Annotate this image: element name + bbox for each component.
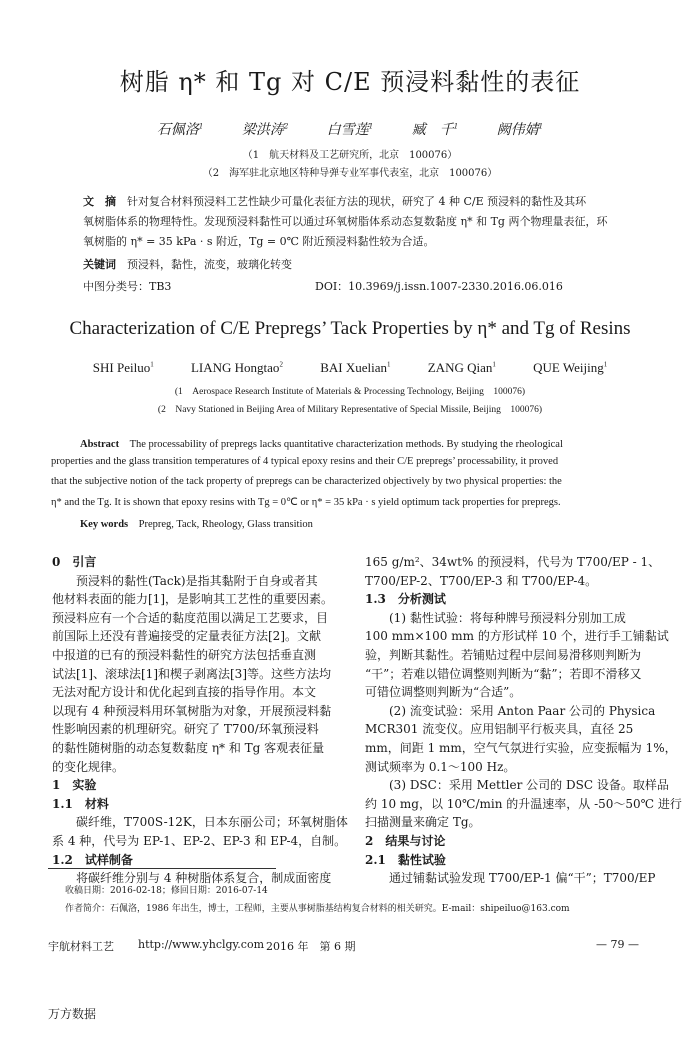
body-line: 他材料表面的能力[1]，是影响其工艺性的重要因素。 xyxy=(52,592,334,607)
title-en: Characterization of C/E Prepregs’ Tack Properties by η* and Tg of Resins xyxy=(69,318,631,339)
watermark: 万方数据 xyxy=(48,1007,97,1021)
abstract-en-line: Abstract The processability of prepregs lacks quantitative characterization methods. By studying the rheological xyxy=(80,439,563,450)
body-line: 预浸料应有一个合适的黏度范围以满足工艺要求，目 xyxy=(52,610,329,625)
body-line: 165 g/m²、34wt% 的预浸料，代号为 T700/EP - 1、 xyxy=(365,555,661,569)
abstract-cn-label: 文 摘 xyxy=(83,195,116,208)
body-line: 将碳纤维分别与 4 种树脂体系复合，制成面密度 xyxy=(52,871,332,886)
author-en: SHI Peiluo$^1$ xyxy=(92,360,154,375)
footnote-rule xyxy=(48,868,276,869)
abstract-cn-line: 文 摘 针对复合材料预浸料工艺性缺少可量化表征方法的现状，研究了 4 种 C/E 预浸料的黏性及其环 xyxy=(83,195,587,208)
body-line: 系 4 种，代号为 EP-1、EP-2、EP-3 和 EP-4，自制。 xyxy=(52,834,347,848)
body-line: 的变化规律。 xyxy=(52,759,125,774)
author-cn: 梁洪涛$^2$ xyxy=(241,122,289,138)
page-number: — 79 — xyxy=(596,938,639,951)
keywords-cn-label: 关键词 xyxy=(83,258,116,271)
body-line: 验，判断其黏性。若铺贴过程中层间易滑移则判断为 xyxy=(365,648,642,662)
doi: DOI：10.3969/j.issn.1007-2330.2016.06.016 xyxy=(315,280,563,293)
body-line: 通过铺黏试验发现 T700/EP-1 偏“干”；T700/EP xyxy=(365,871,656,886)
journal-name: 宇航材料工艺 xyxy=(48,940,114,953)
abstract-en-line: that the subjective notion of the tack property of prepregs can be characterized objectively by two physical properties: the xyxy=(51,476,562,487)
abstract-en-line: η* and the Tg. It is shown that epoxy resins with Tg = 0℃ or η* = 35 kPa · s yield optimum tack properties for prepregs. xyxy=(51,497,561,508)
body-line: 前国际上还没有普遍接受的定量表征方法[2]。文献 xyxy=(52,629,321,644)
affiliation-cn: （1 航天材料及工艺研究所，北京 100076） xyxy=(242,150,458,161)
section-heading: 2.1 黏性试验 xyxy=(365,852,446,867)
affiliation-en: (1 Aerospace Research Institute of Materials & Processing Technology, Beijing 100076) xyxy=(174,387,526,397)
body-line: 试法[1]、滚球法[1]和楔子剥离法[3]等。这些方法均 xyxy=(52,666,331,681)
section-heading: 0 引言 xyxy=(52,555,97,569)
authors-cn xyxy=(0,119,700,139)
abstract-en-label: Abstract xyxy=(80,439,120,450)
body-line: 碳纤维，T700S-12K，日本东丽公司；环氧树脂体 xyxy=(52,815,348,830)
body-line: 测试频率为 0.1～100 Hz。 xyxy=(365,759,516,774)
section-heading: 1.2 试样制备 xyxy=(52,852,133,867)
body-line: 预浸料的黏性(Tack)是指其黏附于自身或者其 xyxy=(52,573,318,588)
abstract-en-line: properties and the glass transition temperatures of 4 typical epoxy resins and their C/E prepregs’ processability, it proved xyxy=(51,456,559,467)
body-line: 100 mm×100 mm 的方形试样 10 个，进行手工铺黏试 xyxy=(365,629,669,644)
body-line: MCR301 流变仪。应用铝制平行板夹具，直径 25 xyxy=(365,722,634,737)
body-line: 的黏性随树脂的动态复数黏度 η* 和 Tg 客观表征量 xyxy=(52,741,325,755)
journal-url[interactable]: http://www.yhclgy.com xyxy=(138,938,265,951)
body-line: T700/EP-2、T700/EP-3 和 T700/EP-4。 xyxy=(365,573,598,588)
body-line: (3) DSC：采用 Mettler 公司的 DSC 设备。取样品 xyxy=(365,778,669,793)
section-heading: 1.1 材料 xyxy=(52,796,109,811)
keywords-en: Key words Prepreg, Tack, Rheology, Glass transition xyxy=(80,519,313,530)
body-line: 约 10 mg，以 10℃/min 的升温速率，从 -50～50℃ 进行 xyxy=(365,796,682,811)
author-cn: 臧 千$^1$ xyxy=(411,122,459,138)
issue-info: 2016 年 第 6 期 xyxy=(266,940,356,953)
body-line: mm，间距 1 mm，空气气氛进行实验，应变振幅为 1%， xyxy=(365,741,677,755)
body-line: 扫描测量来确定 Tg。 xyxy=(365,815,481,830)
body-line: 无法对配方设计和优化起到直接的指导作用。本文 xyxy=(52,685,317,700)
author-cn: 阙伟婧$^1$ xyxy=(496,122,544,138)
abstract-cn-line: 氧树脂的 η* = 35 kPa · s 附近，Tg = 0℃ 附近预浸料黏性较为合适。 xyxy=(83,235,435,248)
author-en: QUE Weijing$^1$ xyxy=(533,360,608,375)
abstract-cn-line: 氧树脂体系的物理特性。发现预浸料黏性可以通过环氧树脂体系动态复数黏度 η* 和 Tg 两个物理量表征，环 xyxy=(83,215,608,228)
body-line: “干”；若难以错位调整则判断为“黏”；若即不滑移又 xyxy=(365,666,642,681)
body-line: 性影响因素的机理研究。研究了 T700/环氧预浸料 xyxy=(52,722,319,737)
body-line: 中报道的已有的预浸料黏性的研究方法包括垂直测 xyxy=(52,648,317,662)
body-line: (1) 黏性试验：将每种牌号预浸料分别加工成 xyxy=(365,610,626,625)
affiliation-cn: （2 海军驻北京地区特种导弹专业军事代表室，北京 100076） xyxy=(202,168,498,179)
authors-en xyxy=(0,360,700,376)
author-cn: 石佩洛$^1$ xyxy=(156,122,204,138)
classification: 中图分类号：TB3 xyxy=(83,280,172,293)
body-line: 可错位调整则判断为“合适”。 xyxy=(365,685,522,700)
author-en: LIANG Hongtao$^2$ xyxy=(190,360,283,375)
section-heading: 2 结果与讨论 xyxy=(365,834,446,848)
author-cn: 白雪莲$^1$ xyxy=(326,122,374,138)
footnote-author: 作者简介：石佩洛，1986 年出生，博士，工程师，主要从事树脂基结构复合材料的相关研究。E-mail：shipeiluo@163.com xyxy=(65,904,570,914)
body-line: (2) 流变试验：采用 Anton Paar 公司的 Physica xyxy=(365,703,656,718)
keywords-en-label: Key words xyxy=(80,519,129,530)
keywords-cn: 关键词 预浸料，黏性，流变，玻璃化转变 xyxy=(83,258,292,271)
section-heading: 1 实验 xyxy=(52,778,97,793)
affiliation-en: (2 Navy Stationed in Beijing Area of Military Representative of Special Missile, Beijing 100076) xyxy=(157,405,543,415)
author-en: BAI Xuelian$^1$ xyxy=(320,360,391,375)
section-heading: 1.3 分析测试 xyxy=(365,592,446,607)
author-en: ZANG Qian$^1$ xyxy=(427,360,496,375)
title-cn: 树脂 η* 和 Tg 对 C/E 预浸料黏性的表征 xyxy=(119,68,581,96)
footnote-dates: 收稿日期：2016-02-18；修回日期：2016-07-14 xyxy=(65,886,268,896)
body-line: 以现有 4 种预浸料用环氧树脂为对象，开展预浸料黏 xyxy=(52,703,332,718)
